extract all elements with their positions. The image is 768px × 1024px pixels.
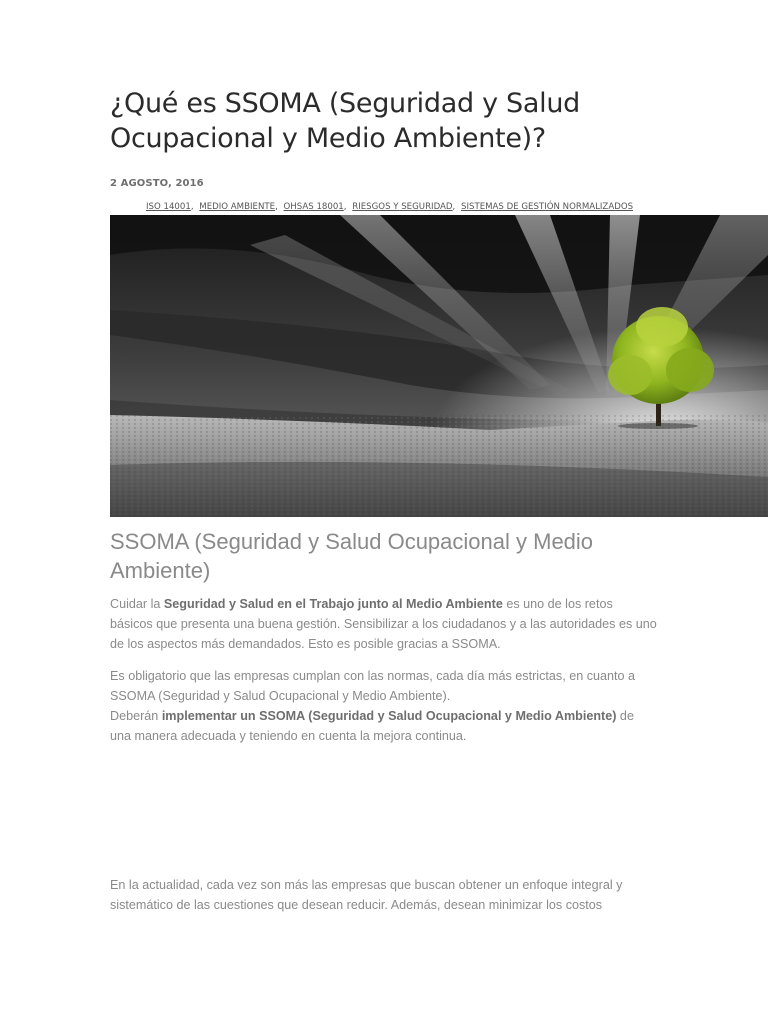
- category-separator: ,: [452, 202, 456, 212]
- category-link-ohsas-18001[interactable]: OHSAS 18001: [283, 202, 344, 212]
- paragraph-text: Cuidar la: [110, 597, 164, 611]
- category-links: [146, 202, 633, 212]
- category-link-iso-14001[interactable]: ISO 14001: [146, 202, 191, 212]
- hero-image-illustration: [110, 215, 768, 517]
- paragraph-text: Es obligatorio que las empresas cumplan con las normas, cada día más estrictas, en cuanto a SSOMA (Seguridad y Salud Ocupacional y Medio Ambiente).: [110, 669, 636, 703]
- tree-foliage: [608, 355, 652, 395]
- paragraph-obligation: [110, 666, 658, 746]
- category-separator: ,: [275, 202, 278, 212]
- category-separator: ,: [190, 202, 194, 212]
- paragraph-intro: [110, 594, 658, 654]
- paragraph-text: Deberán: [110, 709, 162, 723]
- paragraph-current: En la actualidad, cada vez son más las empresas que buscan obtener un enfoque integral y sistemático de las cuestiones que desean reducir. Además, desean minimizar los costos: [110, 878, 623, 912]
- tree-foliage: [666, 348, 714, 392]
- paragraph-text: es uno de los retos básicos que presenta una buena gestión. Sensibilizar a los ciudadanos y a las autoridades es uno de los aspectos más demandados. Esto es posible gracias a SSOMA.: [110, 597, 657, 651]
- section-heading: SSOMA (Seguridad y Salud Ocupacional y Medio Ambiente): [110, 529, 594, 583]
- tree-shadow: [618, 423, 698, 429]
- category-link-sistemas-de-gestion[interactable]: SISTEMAS DE GESTIÓN NORMALIZADOS: [461, 202, 634, 212]
- category-separator: ,: [343, 202, 347, 212]
- category-link-medio-ambiente[interactable]: MEDIO AMBIENTE: [199, 202, 276, 212]
- paragraph-bold: Seguridad y Salud en el Trabajo junto al Medio Ambiente: [163, 597, 503, 611]
- post-date: 2 AGOSTO, 2016: [110, 178, 204, 189]
- page-title: ¿Qué es SSOMA (Seguridad y Salud Ocupacional y Medio Ambiente)?: [110, 88, 580, 154]
- category-link-riesgos-y-seguridad[interactable]: RIESGOS Y SEGURIDAD: [352, 202, 453, 212]
- hero-image: [110, 215, 768, 517]
- tree-foliage: [636, 307, 688, 347]
- paragraph-text: de una manera adecuada y teniendo en cuenta la mejora continua.: [110, 709, 634, 743]
- paragraph-bold: implementar un SSOMA (Seguridad y Salud Ocupacional y Medio Ambiente): [161, 709, 617, 723]
